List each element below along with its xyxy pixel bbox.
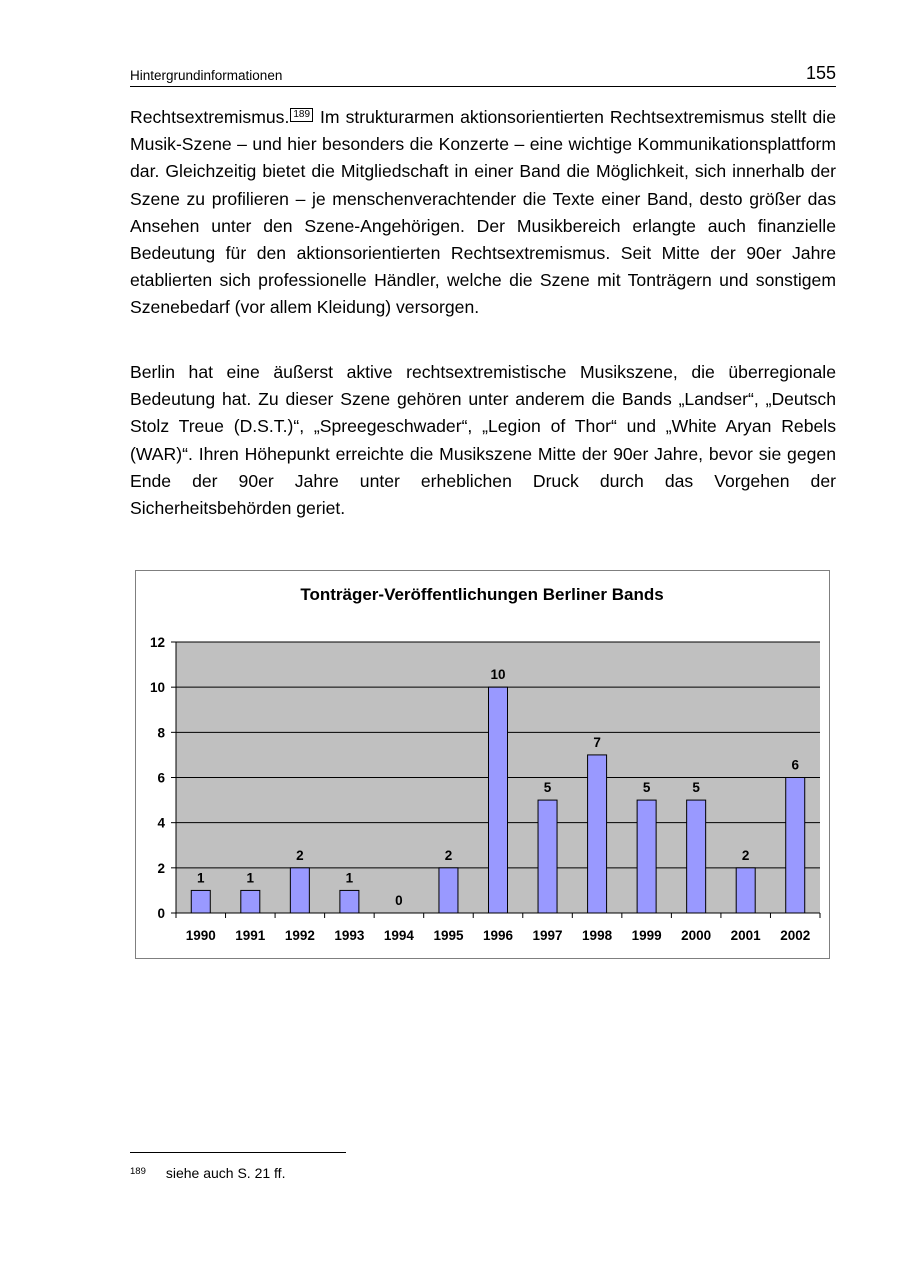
data-label-2001: 2 xyxy=(741,847,750,863)
data-label-1991: 1 xyxy=(246,870,255,886)
x-tick-label-2001: 2001 xyxy=(730,928,761,943)
page-number: 155 xyxy=(805,63,836,83)
y-tick-label: 6 xyxy=(157,770,165,786)
bar-1990 xyxy=(191,890,210,913)
data-label-1996: 10 xyxy=(490,667,506,683)
y-tick-label: 12 xyxy=(149,635,165,650)
y-tick-label: 2 xyxy=(157,860,165,876)
bar-1991 xyxy=(241,890,260,913)
data-label-1998: 7 xyxy=(593,734,601,750)
data-label-1993: 1 xyxy=(345,870,354,886)
footnote-reference[interactable]: 189 xyxy=(290,108,313,122)
footnote-separator xyxy=(130,1152,346,1153)
x-tick-label-1999: 1999 xyxy=(631,928,662,943)
data-label-1995: 2 xyxy=(444,847,453,863)
page-header xyxy=(130,62,836,87)
bar-2000 xyxy=(687,800,706,913)
header-title: Hintergrundinformationen xyxy=(130,68,283,83)
footnote xyxy=(130,1165,285,1181)
data-label-1997: 5 xyxy=(543,780,552,796)
x-tick-label-1990: 1990 xyxy=(185,928,216,943)
paragraph-2-text: Berlin hat eine äußerst aktive rechtsextremistische Musikszene, die überregionale Bedeutung hat. Zu dieser Szene gehören unter anderem die Bands „Landser“, „Deutsch Stolz Treue (D.S.T.)“, „Spreegeschwader“, „Legion of Thor“ und „White Aryan Rebels (WAR)“. Ihren Höhepunkt erreichte die Musikszene Mitte der 90er Jahre, bevor sie gegen Ende der 90er Jahre unter erheblichen Druck durch das Vorgehen der Sicherheitsbehörden geriet. xyxy=(130,362,836,519)
bar-1992 xyxy=(290,868,309,913)
bar-2001 xyxy=(736,868,755,913)
x-tick-label-1996: 1996 xyxy=(482,928,514,943)
data-label-1999: 5 xyxy=(642,780,651,796)
bar-1995 xyxy=(439,868,458,913)
chart-title: Tonträger-Veröffentlichungen Berliner Bands xyxy=(300,585,664,604)
x-tick-label-1995: 1995 xyxy=(433,928,464,943)
chart-frame xyxy=(135,570,830,959)
y-tick-label: 0 xyxy=(157,906,165,921)
data-label-1994: 0 xyxy=(395,893,403,908)
y-tick-label: 10 xyxy=(149,680,165,696)
bar-1999 xyxy=(637,800,656,913)
bar-1993 xyxy=(340,890,359,913)
x-tick-label-1997: 1997 xyxy=(532,928,563,943)
paragraph-2 xyxy=(130,359,836,522)
footnote-number: 189 xyxy=(130,1166,146,1177)
y-tick-label: 4 xyxy=(157,815,165,831)
bar-2002 xyxy=(786,778,805,914)
paragraph-1-text: Im strukturarmen aktionsorientierten Rechtsextremismus stellt die Musik-Szene – und hier besonders die Konzerte – eine wichtige Kommunikationsplattform dar. Gleichzeitig bietet die Mitgliedschaft in einer Band die Möglichkeit, sich innerhalb der Szene zu profilieren – je menschenverachtender die Texte einer Band, desto größer das Ansehen unter den Szene-Angehörigen. Der Musikbereich erlangte auch finanzielle Bedeutung für den aktionsorientierten Rechtsextremismus. Seit Mitte der 90er Jahre etablierten sich professionelle Händler, welche die Szene mit Tonträgern und sonstigem Szenebedarf (vor allem Kleidung) versorgen. xyxy=(130,107,836,318)
x-tick-label-1998: 1998 xyxy=(582,928,613,943)
data-label-1992: 2 xyxy=(296,847,304,863)
x-tick-label-1992: 1992 xyxy=(284,928,315,943)
data-label-1990: 1 xyxy=(197,870,205,886)
x-tick-label-2002: 2002 xyxy=(780,928,811,943)
x-tick-label-2000: 2000 xyxy=(681,928,712,943)
paragraph-1 xyxy=(130,104,836,322)
footnote-text: siehe auch S. 21 ff. xyxy=(165,1165,286,1181)
x-tick-label-1991: 1991 xyxy=(235,928,266,943)
y-tick-label: 8 xyxy=(157,725,165,741)
x-tick-label-1993: 1993 xyxy=(334,928,365,943)
bar-1996 xyxy=(489,687,508,913)
data-label-2000: 5 xyxy=(692,780,700,796)
data-label-2002: 6 xyxy=(791,757,799,773)
bar-chart xyxy=(136,571,829,958)
paragraph-1-lead: Rechtsextremismus. xyxy=(130,107,290,127)
bar-1998 xyxy=(588,755,607,913)
bar-1997 xyxy=(538,800,557,913)
x-tick-label-1994: 1994 xyxy=(383,928,414,943)
